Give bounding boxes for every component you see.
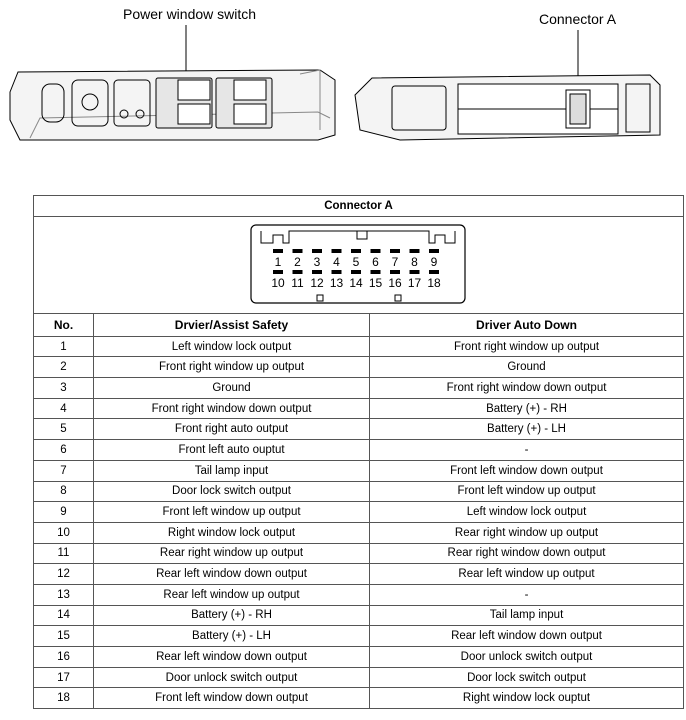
pin-terminal [390,270,400,274]
pin-number-label: 6 [371,254,379,269]
column-header-driver-auto-down: Driver Auto Down [370,313,684,336]
pin-terminal [273,249,283,253]
pin-number-cell: 6 [34,440,94,461]
driver-assist-safety-cell: Door unlock switch output [94,667,370,688]
driver-auto-down-cell: Tail lamp input [370,605,684,626]
power-window-switch-label: Power window switch [123,6,257,22]
pin-terminal [351,270,361,274]
pin-number-cell: 9 [34,502,94,523]
driver-assist-safety-cell: Left window lock output [94,336,370,357]
pin-number-cell: 4 [34,398,94,419]
top-pin-row [273,249,439,269]
driver-auto-down-cell: Battery (+) - RH [370,398,684,419]
pin-terminal [312,270,322,274]
pin-terminal [312,249,322,253]
pin-terminal [273,270,283,274]
table-row [34,647,684,668]
driver-assist-safety-cell: Front left window up output [94,502,370,523]
driver-assist-safety-cell: Front left auto ouptut [94,440,370,461]
table-row [34,522,684,543]
pin-number-label: 10 [270,275,285,290]
connector-a-label: Connector A [539,11,617,27]
pin-terminal [429,249,439,253]
pin-number-label: 15 [368,275,382,290]
driver-auto-down-cell: Left window lock output [370,502,684,523]
table-row [34,357,684,378]
column-header-driver-assist-safety: Drvier/Assist Safety [94,313,370,336]
driver-assist-safety-cell: Battery (+) - RH [94,605,370,626]
driver-auto-down-cell: Front left window up output [370,481,684,502]
table-row [34,564,684,585]
driver-assist-safety-cell: Tail lamp input [94,460,370,481]
table-row [34,419,684,440]
driver-auto-down-cell: Battery (+) - LH [370,419,684,440]
connector-title: Connector A [34,196,684,217]
table-row [34,626,684,647]
table-row [34,460,684,481]
driver-assist-safety-cell: Rear left window down output [94,564,370,585]
driver-assist-safety-cell: Right window lock output [94,522,370,543]
pin-terminal [370,270,380,274]
pin-number-cell: 10 [34,522,94,543]
pin-number-label: 17 [407,275,421,290]
pin-terminal [390,249,400,253]
pin-number-cell: 16 [34,647,94,668]
driver-assist-safety-cell: Battery (+) - LH [94,626,370,647]
pin-terminal [292,270,302,274]
pin-number-label: 7 [391,254,398,269]
driver-assist-safety-cell: Front right window up output [94,357,370,378]
pin-number-label: 5 [352,254,359,269]
pin-terminal [331,270,341,274]
table-row [34,440,684,461]
driver-auto-down-cell: Front left window down output [370,460,684,481]
pin-number-cell: 11 [34,543,94,564]
component-illustrations [0,0,686,190]
driver-assist-safety-cell: Rear left window up output [94,584,370,605]
driver-auto-down-cell: Ground [370,357,684,378]
pin-number-label: 14 [348,275,363,290]
table-row [34,336,684,357]
pin-number-cell: 15 [34,626,94,647]
pin-terminal [331,249,341,253]
driver-auto-down-cell: Right window lock ouptut [370,688,684,709]
pin-terminal [409,270,419,274]
driver-assist-safety-cell: Rear right window up output [94,543,370,564]
pin-terminal [351,249,361,253]
driver-auto-down-cell: Rear right window up output [370,522,684,543]
switch-back-view [355,75,660,140]
pin-number-cell: 7 [34,460,94,481]
bottom-pin-row [271,270,441,290]
pin-terminal [370,249,380,253]
pin-number-label: 9 [430,254,437,269]
pin-terminal [409,249,419,253]
pin-number-label: 18 [426,275,441,290]
driver-assist-safety-cell: Rear left window down output [94,647,370,668]
pin-terminal [429,270,439,274]
power-window-switch-panel [10,70,335,140]
driver-assist-safety-cell: Door lock switch output [94,481,370,502]
pin-number-cell: 18 [34,688,94,709]
driver-auto-down-cell: Rear right window down output [370,543,684,564]
table-row [34,667,684,688]
pin-number-cell: 14 [34,605,94,626]
pin-number-cell: 5 [34,419,94,440]
driver-assist-safety-cell: Front right window down output [94,398,370,419]
pin-number-label: 13 [329,275,343,290]
connector-diagram-cell [34,216,684,313]
table-row [34,584,684,605]
table-row [34,481,684,502]
driver-auto-down-cell: Front right window down output [370,378,684,399]
pin-number-label: 12 [309,275,324,290]
driver-auto-down-cell: - [370,440,684,461]
connector-a-diagram [249,223,469,307]
pin-number-cell: 12 [34,564,94,585]
table-row [34,398,684,419]
pin-terminal [292,249,302,253]
pin-number-cell: 2 [34,357,94,378]
driver-auto-down-cell: Door lock switch output [370,667,684,688]
pin-number-cell: 17 [34,667,94,688]
pin-number-label: 2 [293,254,301,269]
table-row [34,688,684,709]
pin-number-cell: 3 [34,378,94,399]
driver-auto-down-cell: Rear left window up output [370,564,684,585]
driver-auto-down-cell: Front right window up output [370,336,684,357]
pinout-table [33,195,684,709]
pinout-rows [34,336,684,708]
pin-number-label: 8 [410,254,418,269]
pin-number-label: 11 [290,275,304,290]
driver-assist-safety-cell: Ground [94,378,370,399]
pin-number-label: 16 [387,275,402,290]
column-header-no: No. [34,313,94,336]
driver-assist-safety-cell: Front right auto output [94,419,370,440]
driver-auto-down-cell: Rear left window down output [370,626,684,647]
pin-number-cell: 8 [34,481,94,502]
table-row [34,605,684,626]
pin-number-cell: 1 [34,336,94,357]
pinout-table-wrapper [33,195,683,709]
table-row [34,502,684,523]
driver-assist-safety-cell: Front left window down output [94,688,370,709]
pin-number-label: 1 [274,254,281,269]
table-row [34,378,684,399]
table-row [34,543,684,564]
driver-auto-down-cell: Door unlock switch output [370,647,684,668]
pin-number-label: 4 [332,254,340,269]
pin-number-cell: 13 [34,584,94,605]
driver-auto-down-cell: - [370,584,684,605]
pin-number-label: 3 [313,254,320,269]
